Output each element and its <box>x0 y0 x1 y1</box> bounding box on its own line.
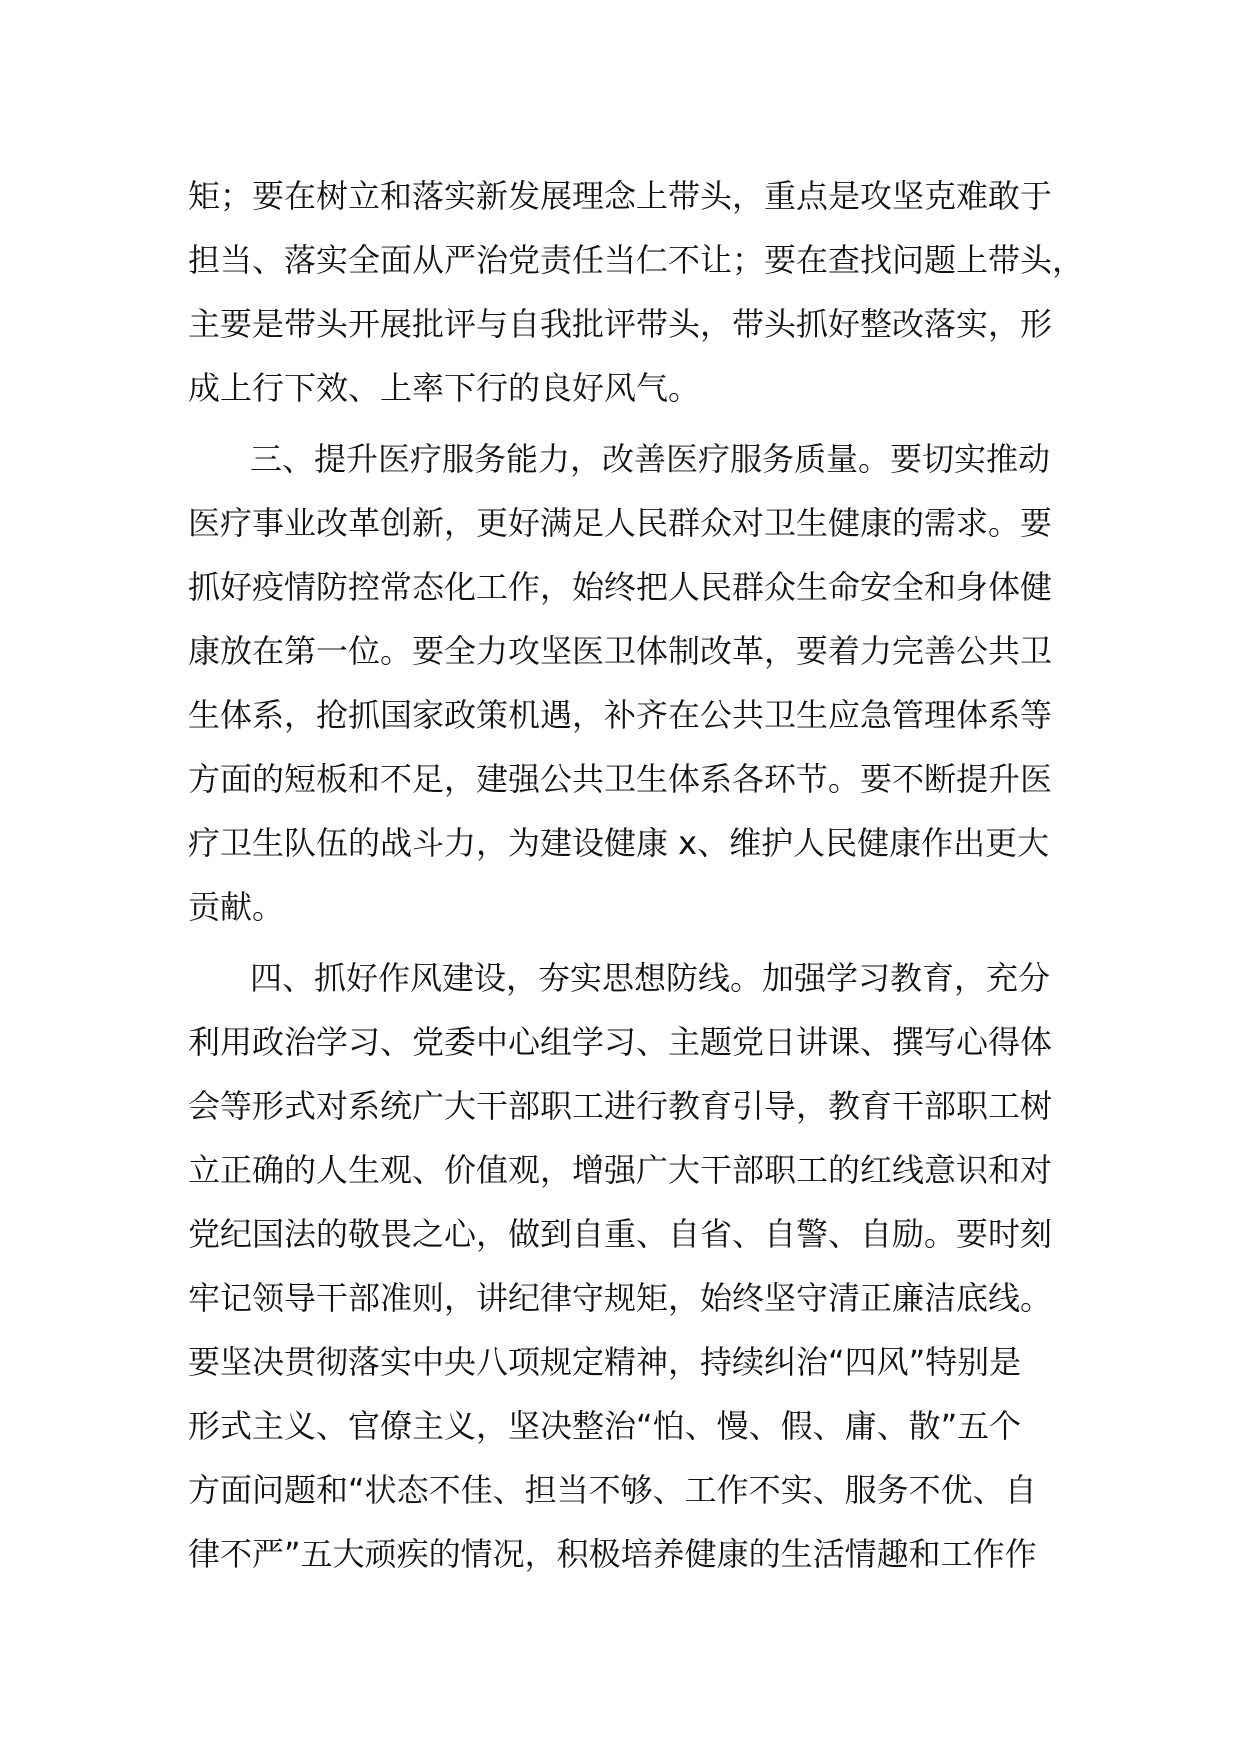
paragraph-line: 成上行下效、上率下行的良好风气。 <box>188 369 701 407</box>
paragraph-line: 疗卫生队伍的战斗力，为建设健康 x、维护人民健康作出更大 <box>188 824 1050 862</box>
paragraph-line: 生体系，抢抓国家政策机遇，补齐在公共卫生应急管理体系等 <box>188 696 1053 734</box>
paragraph-line: 律不严”五大顽疾的情况，积极培养健康的生活情趣和工作作 <box>188 1535 1037 1573</box>
paragraph-line: 主要是带头开展批评与自我批评带头，带头抓好整改落实，形 <box>188 305 1053 343</box>
paragraph-line: 牢记领导干部准则，讲纪律守规矩，始终坚守清正廉洁底线。 <box>188 1279 1053 1317</box>
paragraph-line: 党纪国法的敬畏之心，做到自重、自省、自警、自励。要时刻 <box>188 1215 1053 1253</box>
paragraph-line: 方面问题和“状态不佳、担当不够、工作不实、服务不优、自 <box>188 1471 1037 1509</box>
section-four-heading-line: 四、抓好作风建设，夯实思想防线。加强学习教育，充分 <box>250 959 1051 997</box>
paragraph-line: 会等形式对系统广大干部职工进行教育引导，教育干部职工树 <box>188 1087 1053 1125</box>
paragraph-line: 要坚决贯彻落实中央八项规定精神，持续纠治“四风”特别是 <box>188 1343 1022 1381</box>
paragraph-line: 利用政治学习、党委中心组学习、主题党日讲课、撰写心得体 <box>188 1023 1053 1061</box>
paragraph-line: 矩；要在树立和落实新发展理念上带头，重点是攻坚克难敢于 <box>188 177 1053 215</box>
paragraph-line: 形式主义、官僚主义，坚决整治“怕、慢、假、庸、散”五个 <box>188 1407 1022 1445</box>
paragraph-line: 立正确的人生观、价值观，增强广大干部职工的红线意识和对 <box>188 1151 1053 1189</box>
paragraph-line: 康放在第一位。要全力攻坚医卫体制改革，要着力完善公共卫 <box>188 632 1053 670</box>
paragraph-line: 抓好疫情防控常态化工作，始终把人民群众生命安全和身体健 <box>188 568 1053 606</box>
paragraph-line: 方面的短板和不足，建强公共卫生体系各环节。要不断提升医 <box>188 760 1053 798</box>
paragraph-line: 医疗事业改革创新，更好满足人民群众对卫生健康的需求。要 <box>188 504 1053 542</box>
paragraph-line: 贡献。 <box>188 888 285 926</box>
paragraph-line: 担当、落实全面从严治党责任当仁不让；要在查找问题上带头， <box>188 241 1085 279</box>
section-three-heading-line: 三、提升医疗服务能力，改善医疗服务质量。要切实推动 <box>250 440 1051 478</box>
